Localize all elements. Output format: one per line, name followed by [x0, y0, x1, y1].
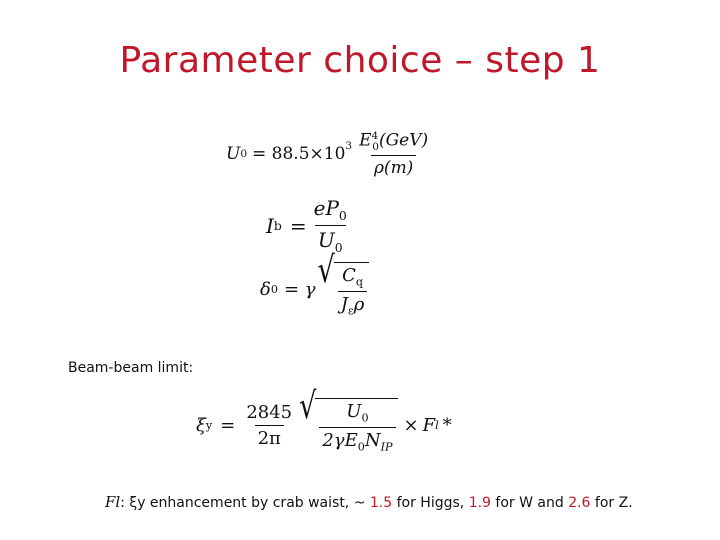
equation-u0 [226, 130, 435, 178]
ib-num: eP [313, 196, 339, 220]
xi-times: × [403, 415, 419, 437]
u0-lhs: U [226, 144, 241, 165]
xi-r-den-b: N [364, 429, 381, 451]
beam-beam-label: Beam-beam limit: [68, 360, 194, 376]
equation-delta [260, 249, 369, 318]
xi-f-sub: l [435, 419, 439, 433]
note-fi-symbol: Fl [105, 493, 121, 511]
u0-fraction [356, 130, 431, 178]
equation-ib [266, 196, 354, 255]
ib-lhs: I [266, 213, 274, 238]
xi-star: * [442, 415, 452, 437]
ib-fraction [311, 196, 350, 255]
delta-lhs-sub: 0 [270, 283, 278, 297]
sqrt-icon: √ [299, 385, 317, 428]
xi-equals: = [220, 415, 236, 437]
note-part4: for Z. [590, 495, 633, 511]
delta-den-sub: ε [347, 304, 354, 318]
xi-r-den-a: 2γE [322, 429, 358, 451]
delta-fraction [338, 265, 368, 317]
xi-lhs-sub: y [205, 419, 213, 433]
ib-lhs-sub: b [273, 218, 282, 233]
delta-lhs: δ [260, 279, 271, 301]
ib-num-sub: 0 [338, 208, 347, 223]
note-part2: for Higgs, [392, 495, 469, 511]
xi-r-den-b-sub: IP [380, 440, 393, 454]
delta-den-tail: ρ [353, 293, 365, 315]
u0-lhs-sub: 0 [240, 148, 248, 161]
xi-c-den: 2π [255, 425, 284, 449]
u0-num-sup: 4 [371, 130, 379, 142]
note-val-z: 2.6 [568, 495, 591, 511]
delta-num: C [342, 265, 356, 286]
xi-r-den-a-sub: 0 [357, 440, 365, 454]
u0-den: ρ(m) [371, 155, 416, 178]
u0-num-e: E [359, 130, 372, 151]
xi-lhs: ξ [196, 415, 206, 437]
xi-coefficient [243, 402, 295, 449]
note-val-w: 1.9 [468, 495, 491, 511]
delta-num-sub: q [355, 275, 363, 289]
note-part1: : ξy enhancement by crab waist, ~ [120, 495, 370, 511]
note-val-higgs: 1.5 [369, 495, 393, 511]
note-part3: for W and [490, 495, 569, 511]
delta-equals: = γ [283, 279, 316, 301]
u0-num-sub: 0 [372, 141, 379, 154]
xi-r-num: U [346, 401, 362, 422]
ib-equals: = [289, 213, 307, 238]
crab-waist-note [105, 493, 633, 511]
u0-num-unit: (GeV) [378, 130, 429, 151]
u0-exponent: 3 [345, 140, 353, 152]
u0-coefficient: = 88.5×10 [252, 144, 346, 165]
delta-den: J [340, 293, 348, 315]
xi-f: F [422, 415, 436, 437]
xi-c-num: 2845 [246, 402, 293, 424]
xi-r-num-sub: 0 [361, 411, 369, 425]
xi-root-fraction [319, 401, 395, 453]
equation-xi [196, 385, 452, 454]
delta-sqrt [317, 249, 370, 318]
slide-title: Parameter choice – step 1 [119, 40, 601, 81]
sqrt-icon: √ [317, 249, 335, 292]
xi-sqrt [299, 385, 397, 454]
ib-den-sub: 0 [334, 240, 343, 255]
ib-den: U [317, 228, 335, 252]
